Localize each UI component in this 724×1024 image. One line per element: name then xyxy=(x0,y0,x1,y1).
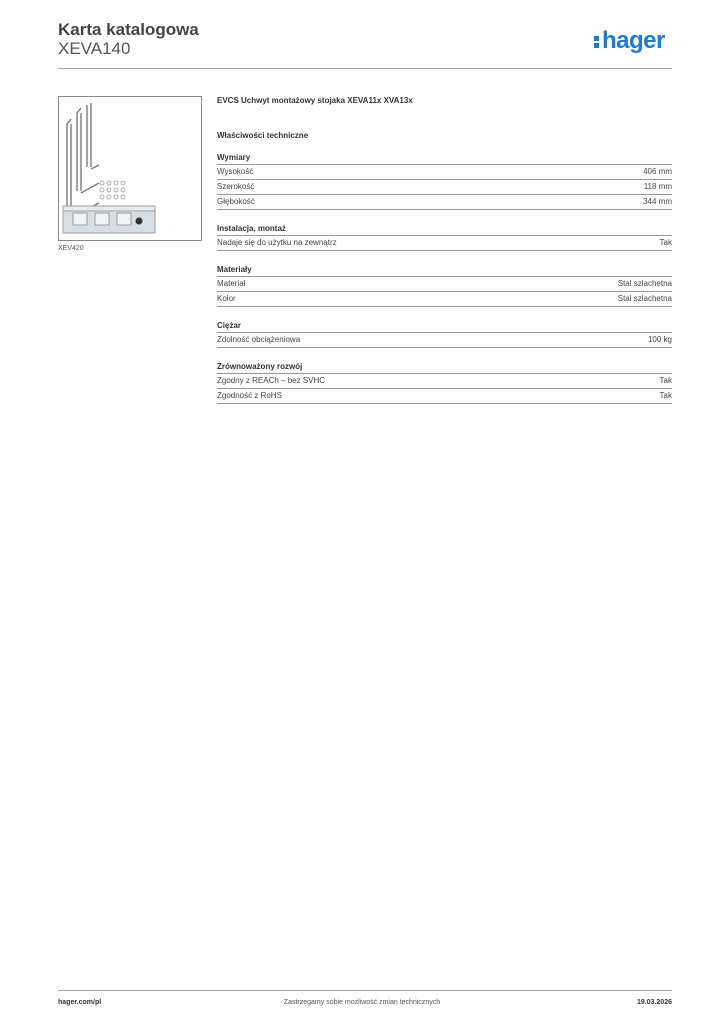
spec-row xyxy=(217,333,672,348)
spec-label: Kolor xyxy=(217,294,236,303)
spec-row xyxy=(217,165,672,180)
section-weight xyxy=(217,321,672,348)
section-materials xyxy=(217,265,672,307)
image-caption: XEV420 xyxy=(58,245,84,252)
section-heading: Ciężar xyxy=(217,321,672,333)
mounting-bracket-illustration xyxy=(59,97,201,240)
footer-divider xyxy=(58,990,672,991)
spec-value: Stal szlachetna xyxy=(617,279,672,288)
product-code: XEVA140 xyxy=(58,39,131,58)
spec-label: Zgodny z REACh – bez SVHC xyxy=(217,376,326,385)
spec-value: Tak xyxy=(659,238,672,247)
header-divider xyxy=(58,68,672,69)
product-image xyxy=(58,96,202,241)
spec-row xyxy=(217,195,672,210)
spec-value: 406 mm xyxy=(643,167,672,176)
spec-label: Nadaje się do użytku na zewnątrz xyxy=(217,238,337,247)
spec-value: 118 mm xyxy=(643,182,672,191)
section-heading: Wymiary xyxy=(217,153,672,165)
spec-value: 344 mm xyxy=(643,197,672,206)
section-installation xyxy=(217,224,672,251)
spec-content xyxy=(217,96,672,404)
section-heading: Zrównoważony rozwój xyxy=(217,362,672,374)
spec-label: Wysokość xyxy=(217,167,254,176)
footer-website-link[interactable]: hager.com/pl xyxy=(58,999,102,1006)
spec-value: Stal szlachetna xyxy=(617,294,672,303)
spec-row xyxy=(217,236,672,251)
spec-label: Szerokość xyxy=(217,182,255,191)
spec-value: Tak xyxy=(659,376,672,385)
spec-label: Zgodność z RoHS xyxy=(217,391,282,400)
spec-row xyxy=(217,180,672,195)
properties-title: Właściwości techniczne xyxy=(217,131,309,140)
spec-row xyxy=(217,389,672,404)
hager-logo xyxy=(594,27,665,55)
section-dimensions xyxy=(217,153,672,210)
footer-disclaimer: Zastrzegamy sobie możliwość zmian technicznych xyxy=(283,999,441,1006)
footer-date: 19.03.2026 xyxy=(636,999,672,1006)
spec-row xyxy=(217,277,672,292)
spec-label: Głębokość xyxy=(217,197,255,206)
section-heading: Materiały xyxy=(217,265,672,277)
spec-label: Materiał xyxy=(217,279,246,288)
spec-row xyxy=(217,292,672,307)
spec-value: 100 kg xyxy=(647,335,672,344)
section-sustainability xyxy=(217,362,672,404)
logo-dots-icon xyxy=(594,34,599,50)
spec-row xyxy=(217,374,672,389)
section-heading: Instalacja, montaż xyxy=(217,224,672,236)
logo-text: hager xyxy=(602,27,665,54)
spec-label: Zdolność obciążeniowa xyxy=(217,335,301,344)
document-title: Karta katalogowa xyxy=(58,20,199,39)
product-title: EVCS Uchwyt montażowy stojaka XEVA11x XVA13x xyxy=(217,96,413,105)
spec-value: Tak xyxy=(659,391,672,400)
